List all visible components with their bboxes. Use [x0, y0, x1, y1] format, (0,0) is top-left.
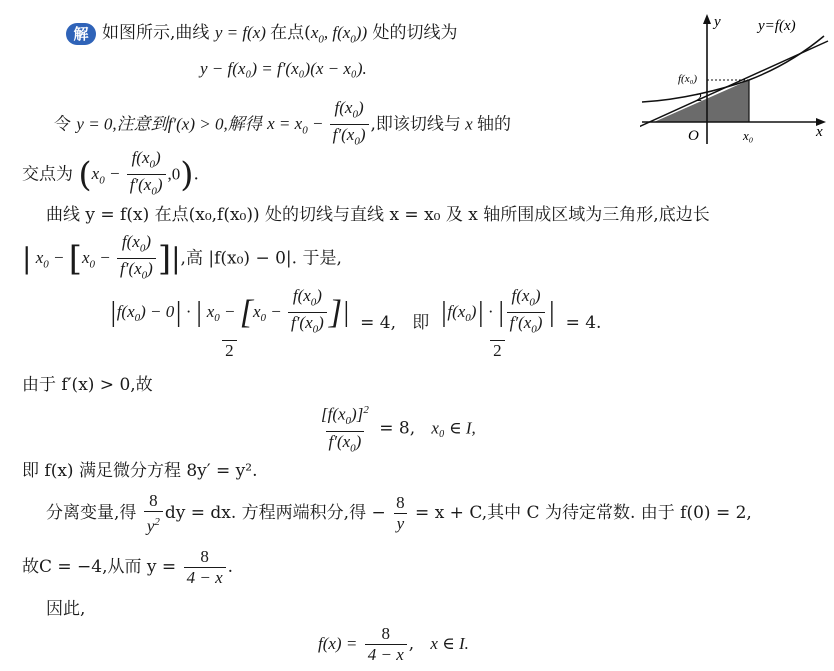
p10-a: 故C = −4,从而 y =	[22, 557, 177, 577]
y-axis-arrow	[703, 14, 711, 24]
p2-b: y = 0,注意到	[76, 114, 168, 134]
ode-equation: $\frac{[f(x_0)]^2}{f'(x_0)}$ = 8, x₀ ∈ I,	[316, 400, 476, 458]
paragraph-5: | $x_0 - [x_0$ − $\frac{f(x_0)}{f'(x_0)}$ ]|,高 |f(x₀) − 0|. 于是,	[22, 232, 342, 287]
eq-rhs-1: = 4,	[360, 313, 397, 334]
y-axis-label: y	[714, 14, 721, 30]
p9-c: = x + C,其中 C 为待定常数. 由于 f(0) = 2,	[415, 503, 752, 523]
p2-d: 即该切线与	[375, 114, 461, 135]
frac-fx0-over-fpx0: $\frac{f(x_0)}{f'(x_0)}$	[330, 98, 369, 152]
p2-c: f′(x) > 0,解得	[167, 114, 262, 134]
area-equation: $|f(x_0) - 0|$ · | $x_0 - [x_0$ − $\frac{f(x_0)}{f'(x_0)}$ ]| 2 = 4, 即 $|f(x_0)|$ · | $\frac{f(x_0)}{f'(x_0)}$ | 2 = 4.	[109, 286, 602, 361]
paragraph-2: 令 y = 0,注意到f′(x) > 0,解得 $x = x_0$ − $\frac{f(x_0)}{f'(x_0)}$ ,即该切线与 x 轴的	[54, 98, 511, 152]
paragraph-9: 分离变量,得 $\frac{8}{y^2}$ dy = dx. 方程两端积分,得 − $\frac{8}{y}$ = x + C,其中 C 为待定常数. 由于 f(0) = 2,	[46, 490, 752, 536]
paragraph-10: 故C = −4,从而 y = $\frac{8}{4 - x}$ .	[22, 547, 234, 587]
paragraph-8: 即 f(x) 满足微分方程 8y′ = y².	[22, 461, 258, 481]
solution-badge: 解	[66, 23, 96, 45]
p9-b: dy = dx. 方程两端积分,得 −	[164, 503, 386, 523]
p5-tail: ,高 |f(x₀) − 0|. 于是,	[180, 248, 342, 269]
eq-rhs-3: = 8,	[379, 418, 416, 439]
p9-a: 分离变量,得	[46, 503, 137, 523]
tangent-equation: y − f(x₀) = f′(x₀)(x − x₀).	[200, 59, 367, 78]
two-label: 2	[696, 90, 702, 104]
p2-e: 轴的	[476, 114, 511, 135]
eq-domain-1: x₀ ∈ I,	[431, 418, 476, 438]
p1-intro: 如图所示,曲线	[102, 23, 210, 43]
paragraph-11: 因此,	[46, 599, 86, 619]
paragraph-7: 由于 f′(x) > 0,故	[22, 375, 153, 395]
x0-label: x₀	[743, 128, 754, 143]
paragraph-3: 交点为 ($x_0$ − $\frac{f(x_0)}{f'(x_0)}$ ,0).	[22, 148, 199, 203]
eq-rhs-2: = 4.	[565, 313, 602, 334]
curve-label: y=f(x)	[758, 18, 796, 34]
p1-mid: 在点(	[270, 23, 311, 43]
tangent-figure	[640, 8, 830, 146]
final-lhs: f(x) =	[318, 634, 358, 653]
final-domain: x ∈ I.	[430, 634, 469, 653]
final-answer: f(x) = $\frac{8}{4 - x}$ , x ∈ I.	[318, 624, 469, 664]
fx0-label: f(x₀)	[678, 73, 698, 85]
p2-a: 令	[54, 114, 71, 135]
eq-ji: 即	[412, 313, 430, 334]
p3-a: 交点为	[22, 164, 73, 185]
origin-label: O	[688, 128, 699, 144]
p1-end: 处的切线为	[372, 23, 458, 43]
paragraph-1: 解 如图所示,曲线 y = f(x) 在点($x_0$, $f(x_0)$) 处的切线为	[66, 22, 458, 50]
paragraph-4: 曲线 y = f(x) 在点(x₀,f(x₀)) 处的切线与直线 x = x₀ 及 x 轴所围成区域为三角形,底边长	[46, 205, 710, 225]
x-axis-label: x	[816, 124, 823, 140]
